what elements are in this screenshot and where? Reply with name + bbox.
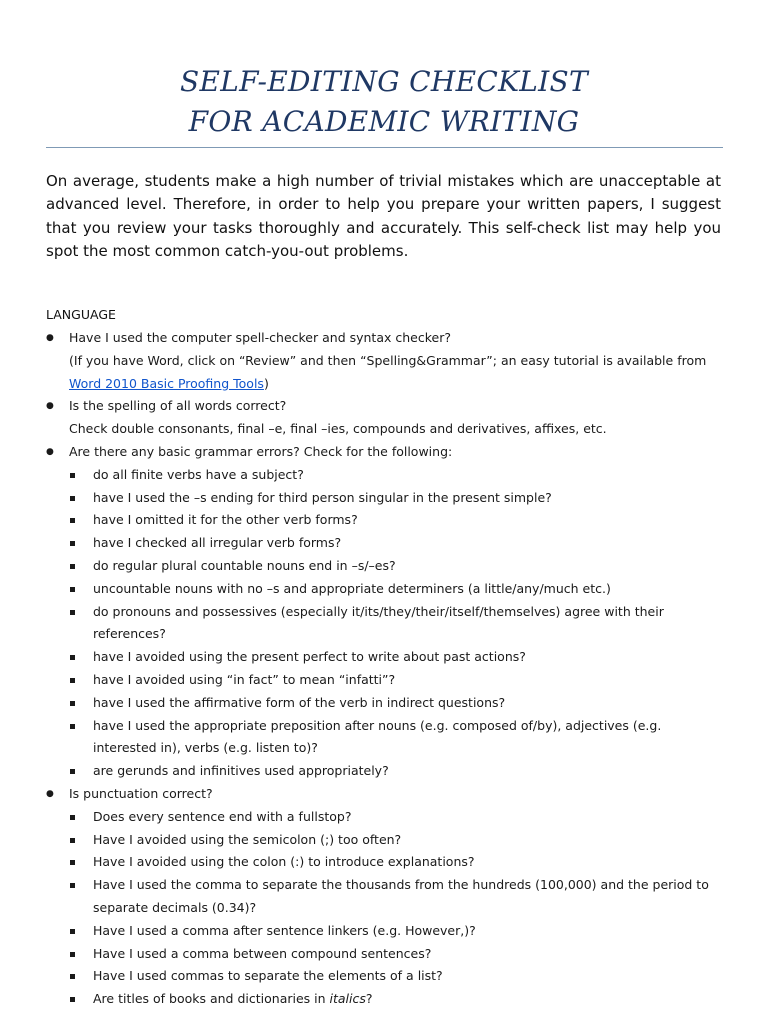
sub-list-item: have I used the appropriate preposition after nouns (e.g. composed of/by), adjectives (e.g. (0, 715, 768, 738)
square-bullet-icon (70, 564, 75, 569)
sub-list-item: Have I used a comma after sentence linkers (e.g. However,)? (0, 920, 768, 943)
sub-list-item: uncountable nouns with no –s and appropriate determiners (a little/any/much etc.) (0, 578, 768, 601)
bullet-icon: ● (46, 401, 54, 412)
square-bullet-icon (70, 701, 75, 706)
square-bullet-icon (70, 518, 75, 523)
square-bullet-icon (70, 724, 75, 729)
square-bullet-icon (70, 974, 75, 979)
square-bullet-icon (70, 815, 75, 820)
list-item: ● Is the spelling of all words correct? (0, 395, 768, 418)
list-item: ● Are there any basic grammar errors? Check for the following: (0, 441, 768, 464)
square-bullet-icon (70, 587, 75, 592)
sub-list-item: are gerunds and infinitives used appropriately? (0, 760, 768, 783)
list-item: ● Have I used the computer spell-checker and syntax checker? (0, 327, 768, 350)
sub-list-item: Are titles of books and dictionaries in italics? (0, 988, 768, 1011)
list-item-note: Check double consonants, final –e, final –ies, compounds and derivatives, affixes, etc. (69, 421, 607, 437)
square-bullet-icon (70, 610, 75, 615)
list-item-note: (If you have Word, click on “Review” and then “Spelling&Grammar”; an easy tutorial is available from (69, 352, 707, 368)
square-bullet-icon (70, 997, 75, 1002)
square-bullet-icon (70, 541, 75, 546)
sub-list-item: do pronouns and possessives (especially it/its/they/their/itself/themselves) agree with their (0, 601, 768, 624)
sub-list-item: do regular plural countable nouns end in –s/–es? (0, 555, 768, 578)
sub-list-item: have I used the –s ending for third person singular in the present simple? (0, 487, 768, 510)
title-divider (46, 147, 723, 148)
square-bullet-icon (70, 860, 75, 865)
square-bullet-icon (70, 678, 75, 683)
sub-list-item-continuation: separate decimals (0.34)? (93, 899, 257, 915)
sub-list-item: Have I used the comma to separate the thousands from the hundreds (100,000) and the period to (0, 874, 768, 897)
sub-list-item: Have I avoided using the semicolon (;) too often? (0, 829, 768, 852)
bullet-icon: ● (46, 333, 54, 343)
sub-list-item: have I avoided using the present perfect to write about past actions? (0, 646, 768, 669)
sub-list-item-continuation: interested in), verbs (e.g. listen to)? (93, 740, 318, 756)
list-item-note: Word 2010 Basic Proofing Tools) (69, 375, 269, 391)
proofing-tools-link[interactable]: Word 2010 Basic Proofing Tools (69, 375, 264, 391)
sub-list-item: Have I used a comma between compound sentences? (0, 943, 768, 966)
square-bullet-icon (70, 769, 75, 774)
square-bullet-icon (70, 838, 75, 843)
sub-list-item: have I used the affirmative form of the verb in indirect questions? (0, 692, 768, 715)
bullet-icon: ● (46, 788, 54, 799)
sub-list-item: Have I avoided using the colon (:) to introduce explanations? (0, 851, 768, 874)
sub-list-item: do all finite verbs have a subject? (0, 464, 768, 487)
sub-list-item: have I avoided using “in fact” to mean “infatti”? (0, 669, 768, 692)
bullet-icon: ● (46, 446, 54, 457)
sub-list-item: have I checked all irregular verb forms? (0, 532, 768, 555)
title-line-2: FOR ACADEMIC WRITING (188, 105, 580, 138)
sub-list-item-continuation: references? (93, 626, 166, 642)
title-line-1: SELF-EDITING CHECKLIST (179, 65, 589, 98)
intro-paragraph: On average, students make a high number of trivial mistakes which are unacceptable at advanced level. Therefore, in order to help you prepare your written papers, I suggest that you review your tasks thoroughly and accurately. This self-check list may help you spot the most common catch-you-out problems. (46, 172, 721, 260)
list-item: ● Is punctuation correct? (0, 783, 768, 806)
square-bullet-icon (70, 496, 75, 501)
sub-list-item: have I omitted it for the other verb forms? (0, 509, 768, 532)
square-bullet-icon (70, 655, 75, 660)
square-bullet-icon (70, 952, 75, 957)
checklist (0, 327, 768, 1011)
square-bullet-icon (70, 929, 75, 934)
sub-list-item: Does every sentence end with a fullstop? (0, 806, 768, 829)
page-title (0, 62, 768, 142)
section-heading-language: LANGUAGE (46, 307, 116, 322)
square-bullet-icon (70, 473, 75, 478)
square-bullet-icon (70, 883, 75, 888)
sub-list-item: Have I used commas to separate the elements of a list? (0, 965, 768, 988)
